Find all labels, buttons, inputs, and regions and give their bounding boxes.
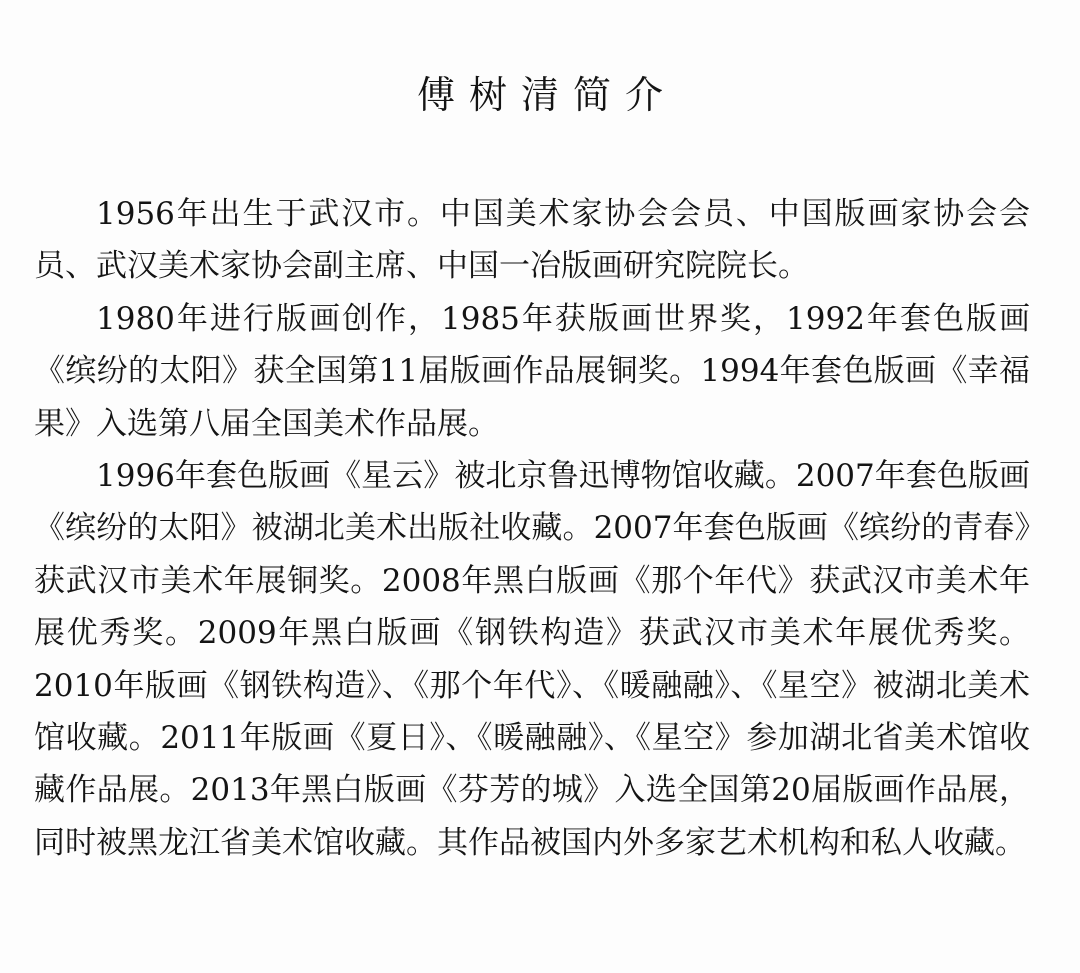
biography-text (34, 188, 1030, 869)
page-title: 傅树清简介 (416, 73, 677, 117)
paragraph-early-life: 1956年出生于武汉市。中国美术家协会会员、中国版画家协会会员、武汉美术家协会副主席、中国一冶版画研究院院长。 (34, 196, 1030, 285)
paragraph-early-career: 1980年进行版画创作，1985年获版画世界奖，1992年套色版画《缤纷的太阳》获全国第11届版画作品展铜奖。1994年套色版画《幸福果》入选第八届全国美术作品展。 (34, 300, 1030, 442)
paragraph-collections: 1996年套色版画《星云》被北京鲁迅博物馆收藏。2007年套色版画《缤纷的太阳》被湖北美术出版社收藏。2007年套色版画《缤纷的青春》获武汉市美术年展铜奖。2008年黑白版画《那个年代》获武汉市美术年展优秀奖。2009年黑白版画《钢铁构造》获武汉市美术年展优秀奖。2010年版画《钢铁构造》、《那个年代》、《暖融融》、《星空》被湖北美术馆收藏。2011年版画《夏日》、《暖融融》、《星空》参加湖北省美术馆收藏作品展。2013年黑白版画《芬芳的城》入选全国第20届版画作品展，同时被黑龙江省美术馆收藏。其作品被国内外多家艺术机构和私人收藏。 (34, 458, 1030, 861)
